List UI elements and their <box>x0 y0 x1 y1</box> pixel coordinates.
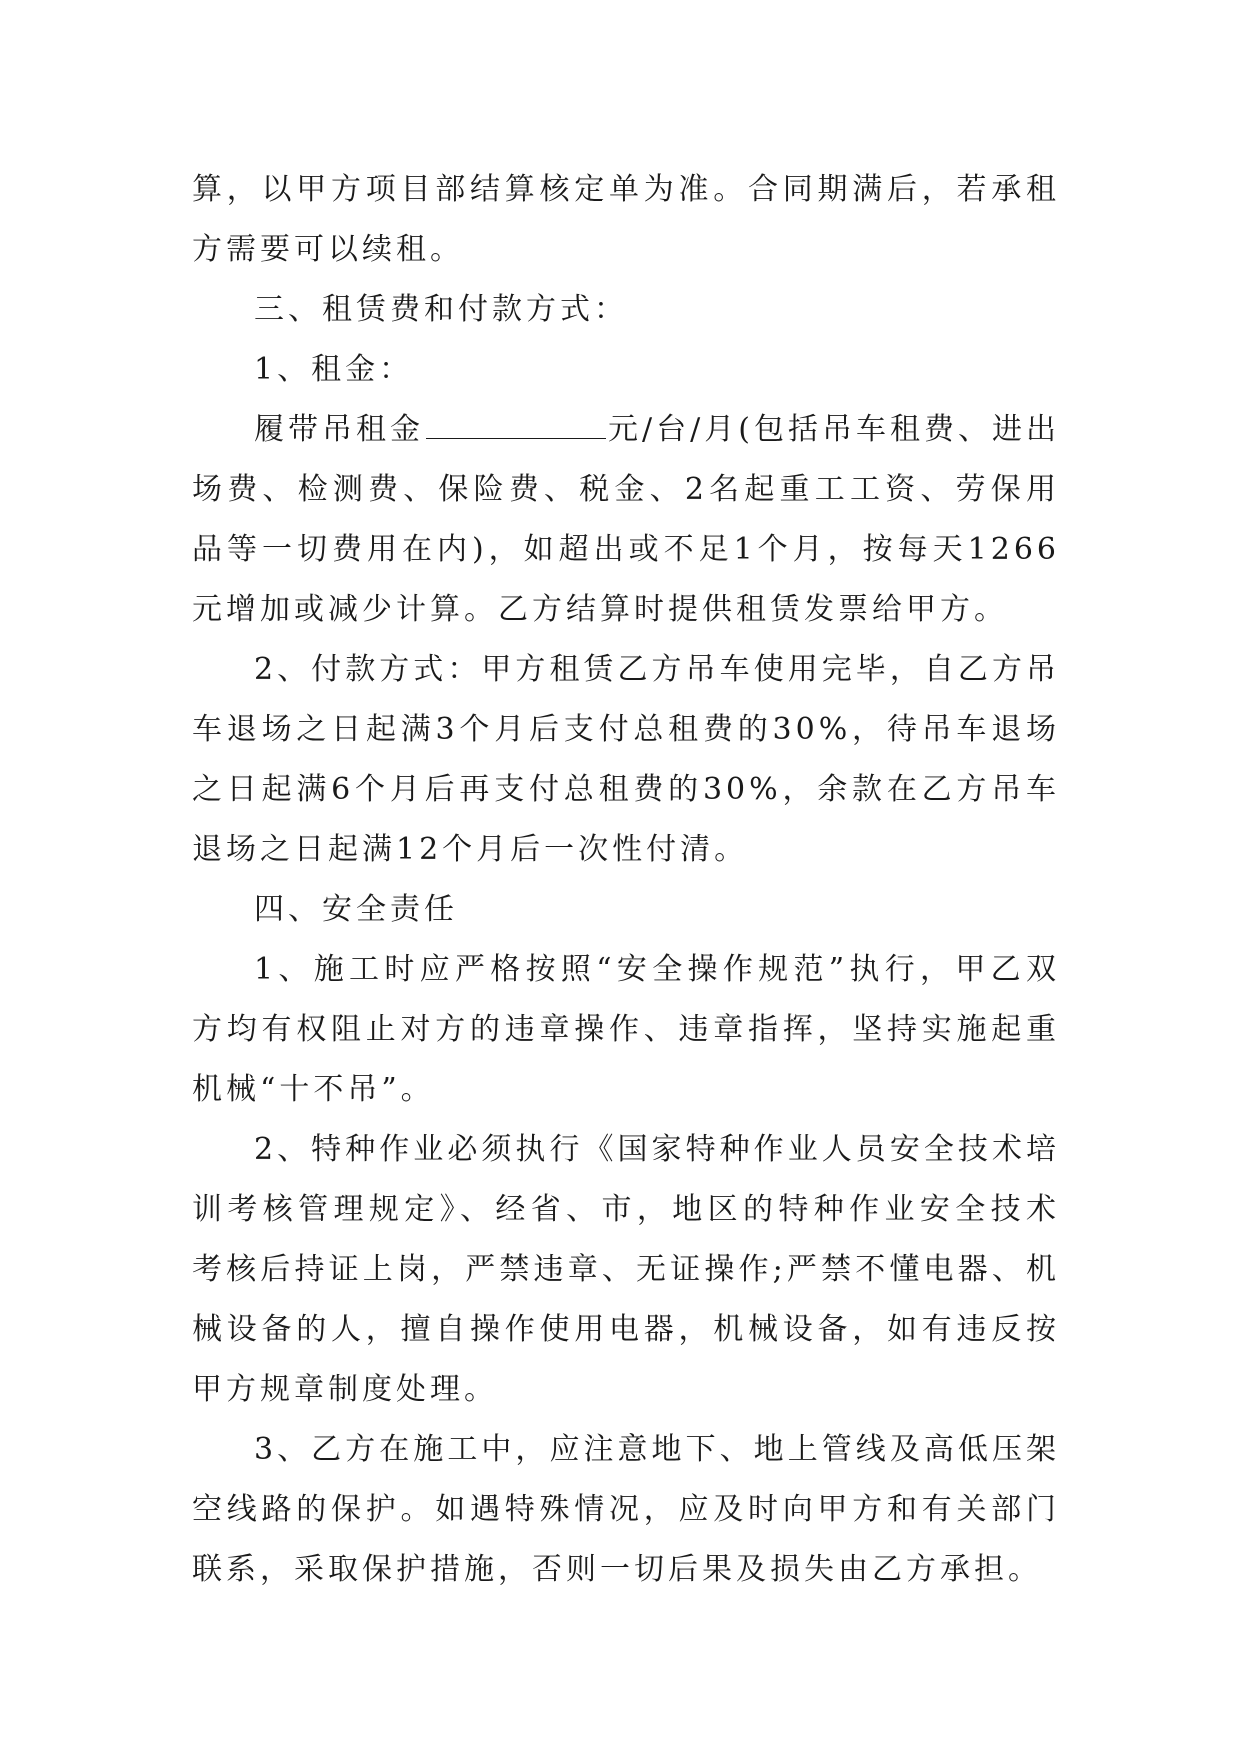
heading-rent-and-payment: 三、租赁费和付款方式： <box>254 292 628 327</box>
paragraph-crawler-crane-rent <box>192 400 1060 640</box>
paragraph-safety-rule-2: 2、特种作业必须执行《国家特种作业人员安全技术培训考核管理规定》、经省、市，地区的特种作业安全技术考核后持证上岗，严禁违章、无证操作;严禁不懂电器、机械设备的人，擅自操作使用电器，机械设备，如有违反按甲方规章制度处理。 <box>192 1132 1060 1407</box>
document-body <box>192 160 1060 1600</box>
paragraph-payment-method: 2、付款方式：甲方租赁乙方吊车使用完毕，自乙方吊车退场之日起满3个月后支付总租费的30%，待吊车退场之日起满6个月后再支付总租费的30%，余款在乙方吊车退场之日起满12个月后一次性付清。 <box>192 652 1060 867</box>
paragraph-safety-rule-3: 3、乙方在施工中，应注意地下、地上管线及高低压架空线路的保护。如遇特殊情况，应及时向甲方和有关部门联系，采取保护措施，否则一切后果及损失由乙方承担。 <box>192 1432 1060 1587</box>
heading-safety-responsibility: 四、安全责任 <box>254 892 458 927</box>
rent-suffix: 元/台/月(包括吊车租费、进出场费、检测费、保险费、税金、2名起重工工资、劳保用品等一切费用在内)，如超出或不足1个月，按每天1266元增加或减少计算。乙方结算时提供租赁发票给甲方。 <box>192 412 1061 627</box>
paragraph-settlement: 算，以甲方项目部结算核定单为准。合同期满后，若承租方需要可以续租。 <box>192 172 1060 267</box>
rent-amount-blank <box>426 408 606 439</box>
paragraph-safety-rule-1: 1、施工时应严格按照“安全操作规范”执行，甲乙双方均有权阻止对方的违章操作、违章指挥，坚持实施起重机械“十不吊”。 <box>192 952 1060 1107</box>
subheading-rent: 1、租金： <box>254 352 414 387</box>
rent-prefix: 履带吊租金 <box>254 412 425 447</box>
